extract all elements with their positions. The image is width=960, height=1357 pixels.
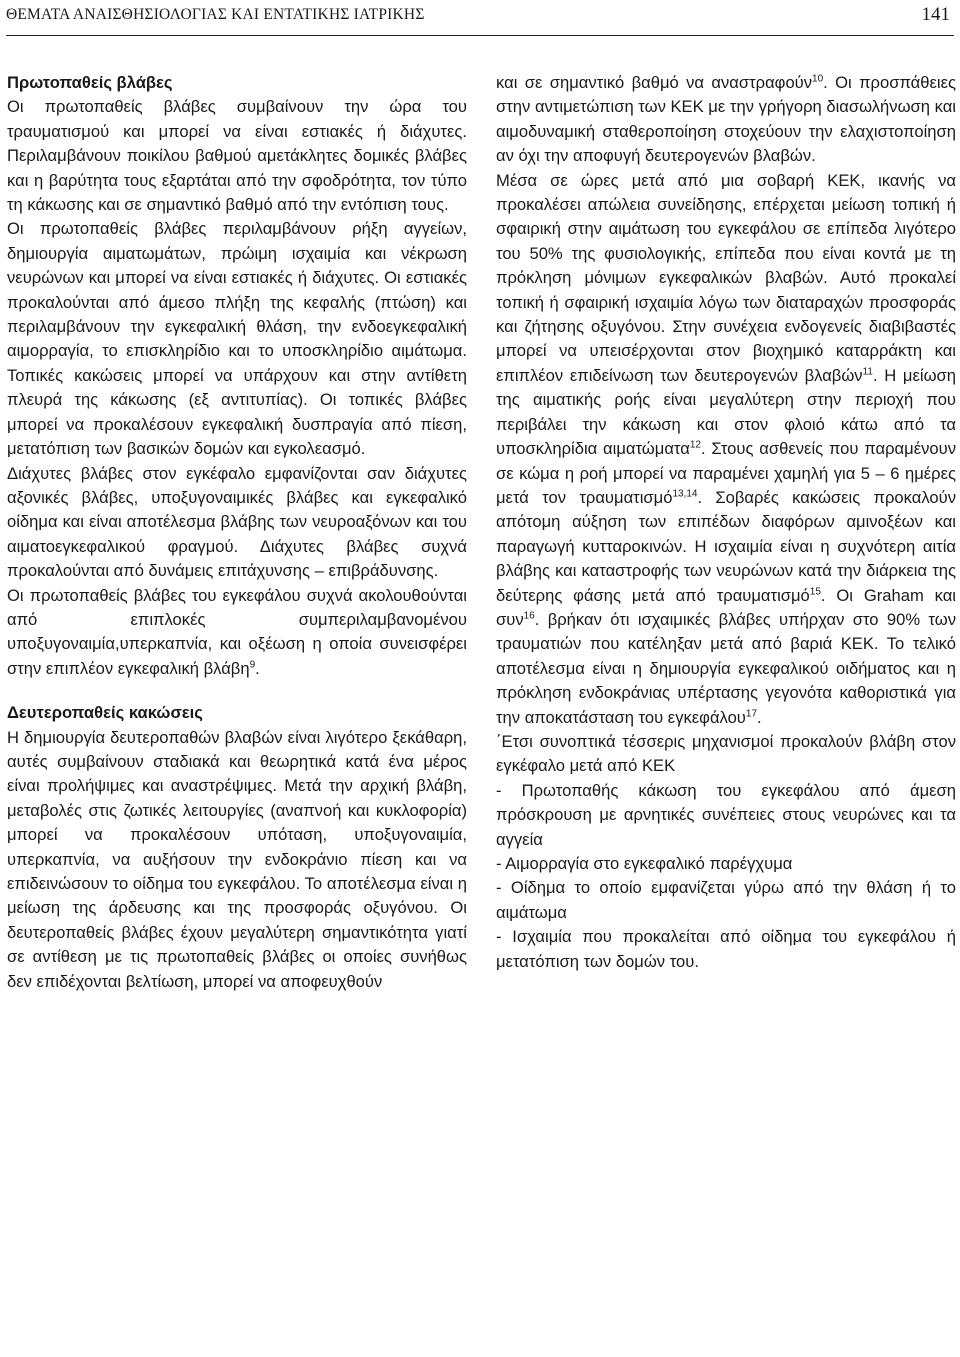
paragraph: Η δημιουργία δευτεροπαθών βλαβών είναι λιγότερο ξεκάθαρη, αυτές συμβαίνουν σταδιακά και θεωρητικά κατά ένα μέρος είναι προλήψιμες και αναστρέψιμες. Μετά την αρχική βλάβη, μεταβολές στις ζωτικές λειτουργίες (αναπνοή και κυκλοφορία) μπορεί να προκαλέσουν υπόταση, υποξυγοναιμία, υπερκαπνία, να αυξήσουν την ενδοκράνιο πίεση και να επιδεινώσουν το οίδημα του εγκεφάλου. Το αποτέλεσμα είναι η μείωση της άρδευσης και της προσφοράς οξυγόνου. Οι δευτεροπαθείς βλάβες έχουν μεγαλύτερη σημαντικότητα γιατί σε αντίθεση με τις πρωτοπαθείς βλάβες οι οποίες συνήθως δεν επιδέχονται βελτίωση, μπορεί να αποφευχθούν: [7, 727, 467, 991]
reference-mark: 17: [745, 708, 758, 720]
section-heading-secondary: Δευτεροπαθείς κακώσεις: [7, 703, 203, 723]
paragraph-text: Οι πρωτοπαθείς βλάβες του εγκεφάλου συχνά ακολουθούνται από επιπλοκές συμπεριλαμβανομένου υποξυγοναιμία,υπερκαπνία, και οξέωση η οποία συνεισφέρει στην επιπλέον εγκεφαλική βλάβη: [7, 585, 467, 678]
right-column: [496, 71, 956, 974]
reference-mark: 15: [809, 586, 821, 597]
paragraph-text: . βρήκαν ότι ισχαιμικές βλάβες υπήρχαν στο 90% των τραυματιών που κατέληξαν μετά από βαριά ΚΕΚ. Το τελικό αποτέλεσμα είναι η δημιουργία εγκεφαλικού οιδήματος και η πρόκληση ενδοκράνιας υπέρτασης γεγονότα καθοριστικά για την αποκατάσταση του εγκεφάλου: [496, 609, 956, 727]
paragraph: [7, 584, 467, 682]
paragraph-text: Μέσα σε ώρες μετά από μια σοβαρή ΚΕΚ, ικανής να προκαλέσει απώλεια συνείδησης, επέρχεται μείωση τοπική ή σφαιρική στην αιμάτωση του εγκεφάλου σε επίπεδα λιγότερο του 50% της φυσιολογικής, επίπεδα που είναι κοντά με τη πρόκληση μόνιμων εγκεφαλικών βλαβών. Αυτό προκαλεί τοπική ή σφαιρική ισχαιμία λόγω των διαταραχών προσφοράς και ζήτησης οξυγόνου. Στην συνέχεια ενδογενείς διαβιβαστές μπορεί να υπεισέρχονται στον βιοχημικό καταρράκτη και επιπλέον επιδείνωση των δευτερογενών βλαβών: [496, 170, 956, 385]
paragraph: [496, 71, 956, 169]
paragraph-text: . Οι Graham και συν: [496, 585, 956, 629]
list-item: - Ισχαιμία που προκαλείται από οίδημα του εγκεφάλου ή μετατόπιση των δομών του.: [496, 927, 956, 971]
paragraph-text: . Στους ασθενείς που παραμένουν σε κώμα η ροή μπορεί να παραμένει χαμηλή για 5 – 6 ημέρες μετά τον τραυματισμό: [496, 439, 956, 507]
reference-mark: 13,14: [672, 488, 698, 500]
paragraph: Οι πρωτοπαθείς βλάβες συμβαίνουν την ώρα του τραυματισμού και μπορεί να είναι εστιακές ή διάχυτες. Περιλαμβάνουν ποικίλου βαθμού αμετάκλητες δομικές βλάβες και η βαρύτητα τους εξαρτάται από την σφοδρότητα, τον τύπο τη κάκωσης και σε σημαντικό βαθμό από την εντόπιση τους.: [7, 97, 467, 215]
paragraph: Διάχυτες βλάβες στον εγκέφαλο εμφανίζονται σαν διάχυτες αξονικές βλάβες, υποξυγοναιμικές βλάβες και εγκεφαλικό οίδημα και είναι αποτέλεσμα βλάβης των νευροαξόνων και του αιματοεγκεφαλικού φραγμού. Διάχυτες βλάβες συχνά προκαλούνται από δυνάμεις επιτάχυνσης – επιβράδυνσης.: [7, 463, 467, 581]
running-header: [6, 2, 954, 32]
paragraph-text: . Η μείωση της αιματικής ροής είναι μεγαλύτερη στην περιοχή που περιβάλει την κάκωση και στον φλοιό κάτω από τα υποσκληρίδια αιματώματα: [496, 365, 956, 459]
reference-mark: 10: [812, 73, 824, 85]
journal-title: ΘΕΜΑΤΑ ΑΝΑΙΣΘΗΣΙΟΛΟΓΙΑΣ ΚΑΙ ΕΝΤΑΤΙΚΗΣ ΙΑΤΡΙΚΗΣ: [6, 6, 425, 23]
section-heading-primary: Πρωτοπαθείς βλάβες: [7, 73, 173, 92]
paragraph: ΄Ετσι συνοπτικά τέσσερις μηχανισμοί προκαλούν βλάβη στον εγκέφαλο μετά από ΚΕΚ: [496, 731, 956, 776]
list-item: - Πρωτοπαθής κάκωση του εγκεφάλου από άμεση πρόσκρουση με αρνητικές συνέπειες στους νευρώνες και τα αγγεία: [496, 780, 956, 849]
list-item: - Οίδημα το οποίο εμφανίζεται γύρω από την θλάση ή το αιμάτωμα: [496, 878, 956, 922]
paragraph-text: και σε σημαντικό βαθμό να αναστραφούν: [496, 73, 813, 92]
paragraph-text: .: [757, 707, 762, 727]
reference-mark: 16: [523, 610, 535, 622]
reference-mark: 9: [249, 659, 256, 671]
reference-mark: 11: [862, 366, 873, 378]
paragraph: [496, 169, 956, 730]
paragraph: Οι πρωτοπαθείς βλάβες περιλαμβάνουν ρήξη αγγείων, δημιουργία αιματωμάτων, πρώιμη ισχαιμία και νέκρωση νευρώνων και μπορεί να είναι εστιακές ή διάχυτες. Οι εστιακές προκαλούνται από άμεσο πλήξη της κεφαλής (πτώση) και περιλαμβάνουν την εγκεφαλική θλάση, την ενδοεγκεφαλική αιμορραγία, το επισκληρίδιο και το υποσκληρίδιο αιμάτωμα. Τοπικές κακώσεις μπορεί να υπάρχουν και στην αντίθετη πλευρά της κάκωσης (εξ αντιτυπίας). Οι τοπικές βλάβες μπορεί να προκαλέσουν εγκεφαλική δυσπραγία από πίεση, μετατόπιση των βασικών δομών και εγκολεασμό.: [7, 219, 467, 459]
left-column: [7, 71, 467, 994]
page-number: 141: [921, 4, 950, 25]
list-item: - Αιμορραγία στο εγκεφαλικό παρέγχυμα: [496, 854, 793, 873]
header-rule: [6, 35, 954, 36]
paragraph-text: . Σοβαρές κακώσεις προκαλούν απότομη αύξηση των επιπέδων διαφόρων αμινοξέων και παραγωγή κυτταροκινών. Η ισχαιμία είναι η συχνότερη αιτία βλάβης και καταστροφής των νευρώνων κατά την διάρκεια της δεύτερης φάσης μετά από τραυματισμό: [496, 487, 956, 605]
reference-mark: 12: [689, 439, 701, 451]
paragraph-text: . Οι προσπάθειες στην αντιμετώπιση των ΚΕΚ με την γρήγορη διασωλήνωση και αιμοδυναμική σταθεροποίηση στοχεύουν την ελαχιστοποίηση αν όχι την αποφυγή δευτερογενών βλαβών.: [496, 73, 956, 166]
paragraph-text: .: [255, 658, 260, 678]
